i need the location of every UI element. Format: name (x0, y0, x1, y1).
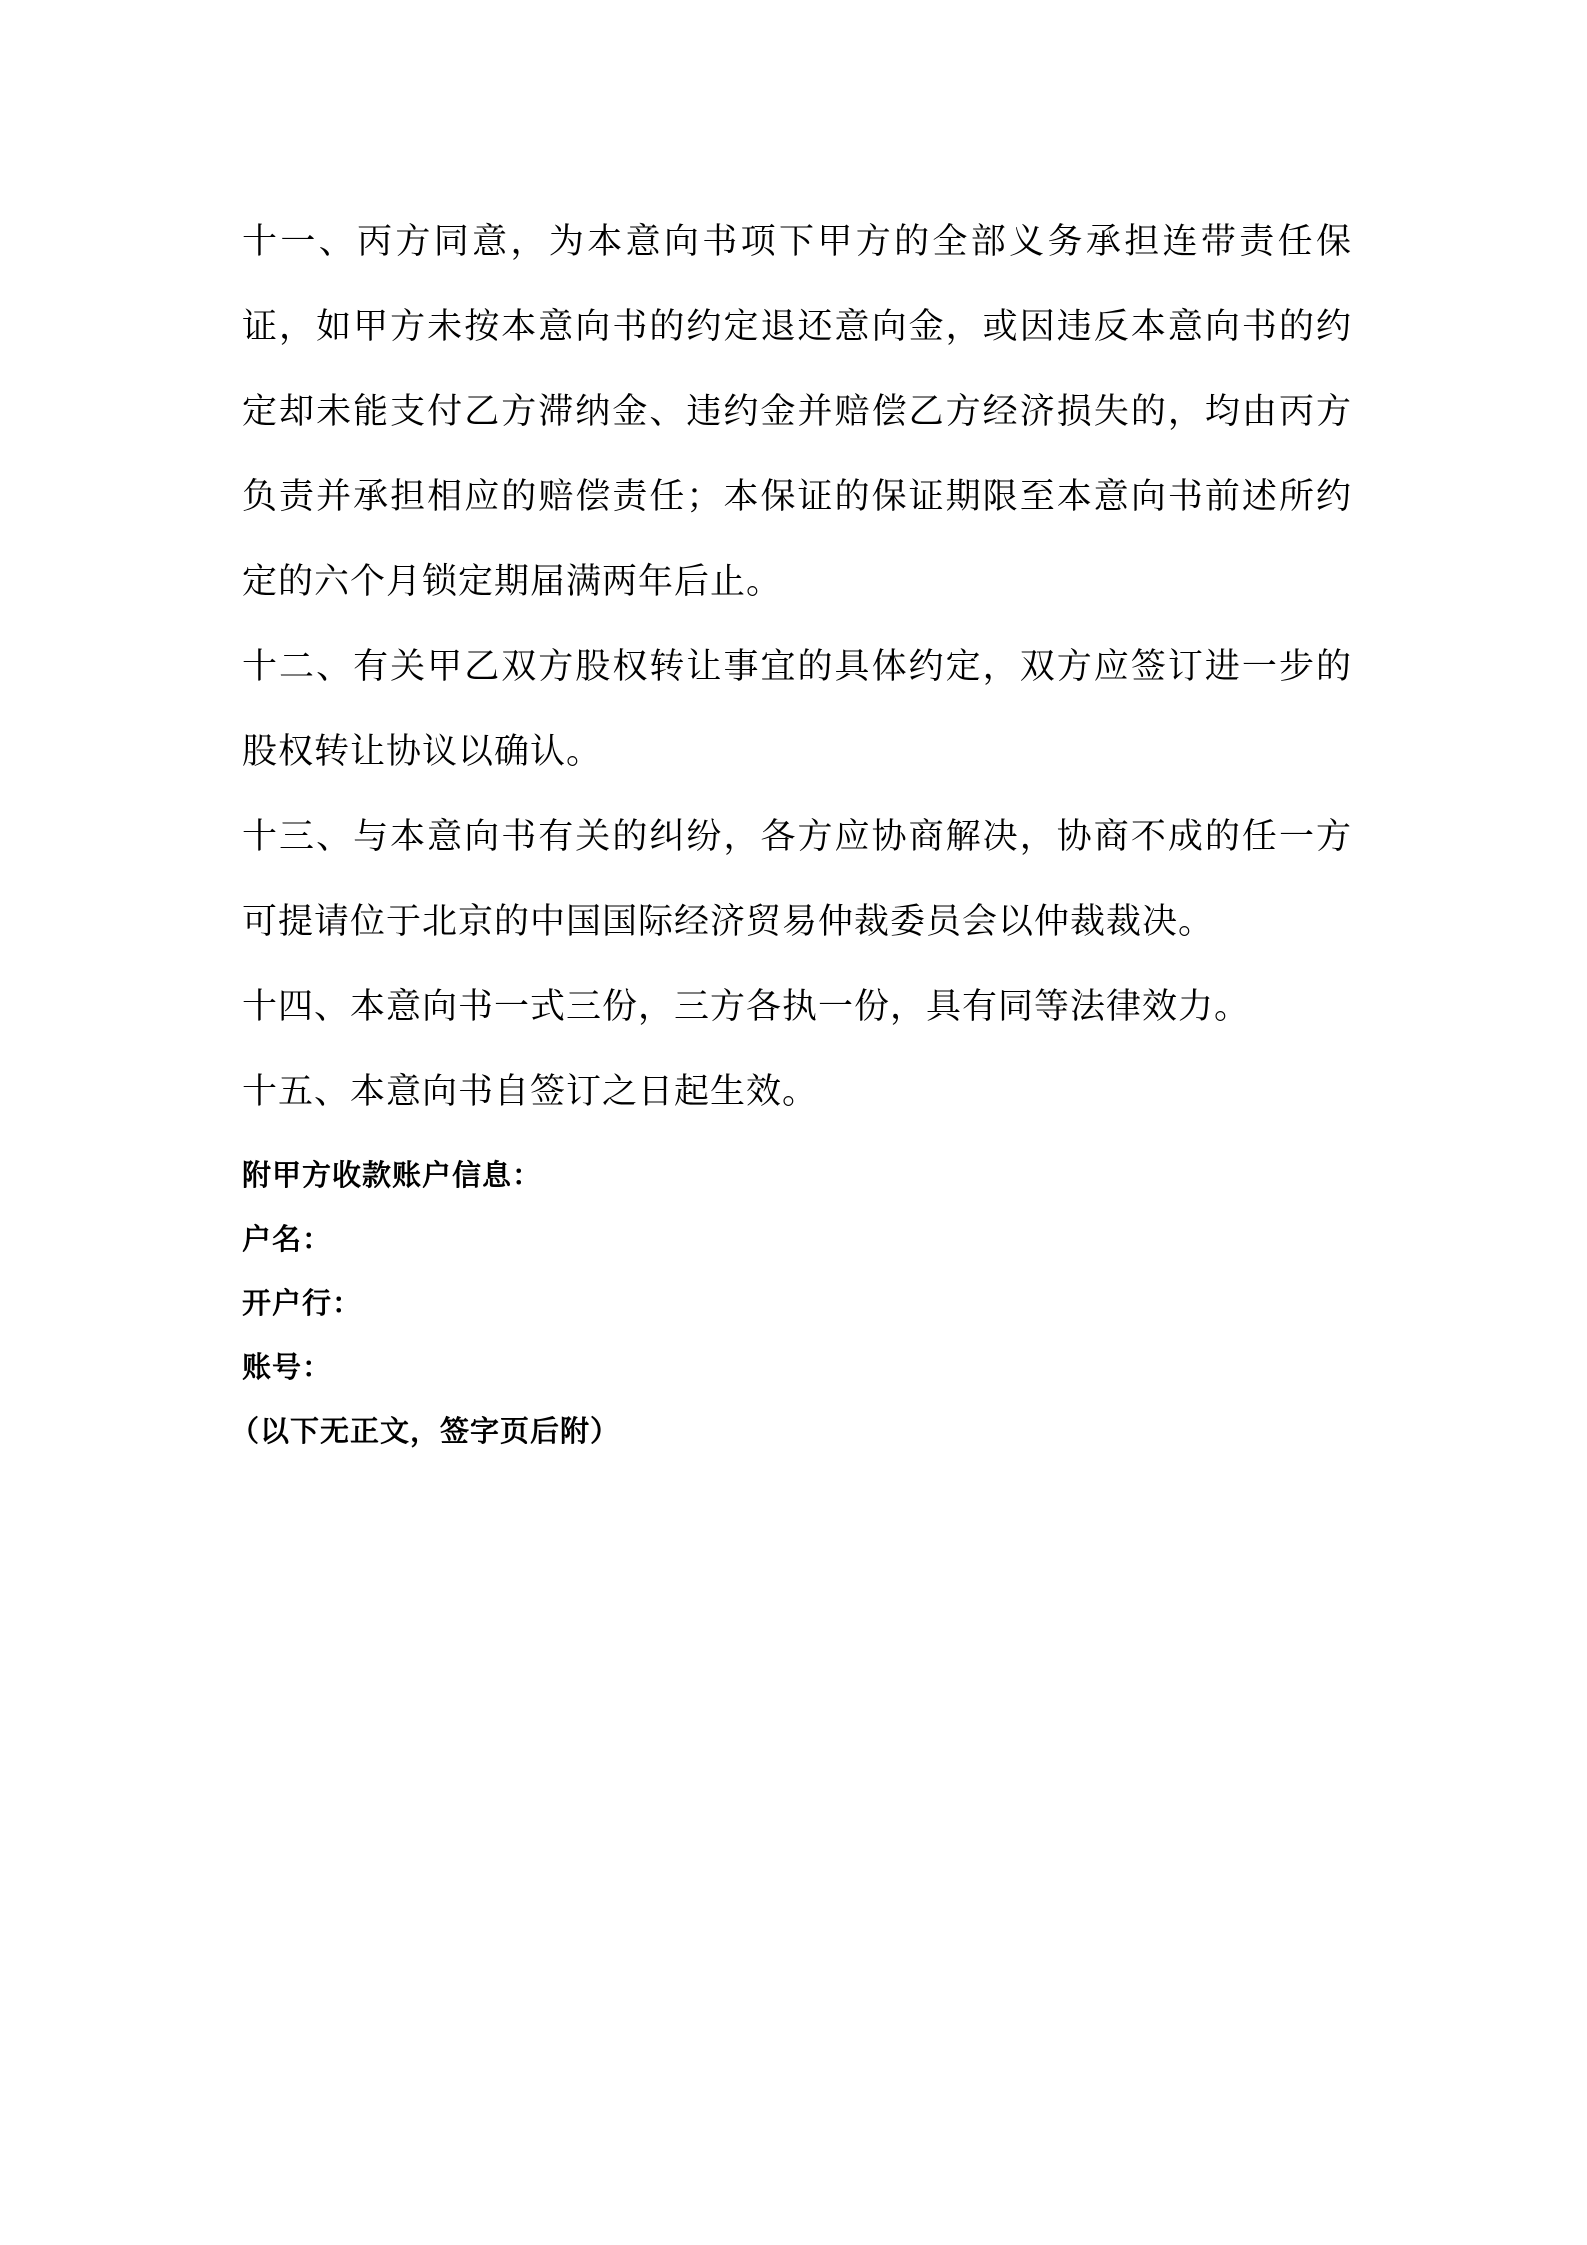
clause-13: 十三、与本意向书有关的纠纷，各方应协商解决，协商不成的任一方可提请位于北京的中国国际经济贸易仲裁委员会以仲裁裁决。 (242, 817, 1352, 942)
no-further-text-note: （以下无正文，签字页后附） (230, 1414, 621, 1448)
clause-11: 十一、丙方同意，为本意向书项下甲方的全部义务承担连带责任保证，如甲方未按本意向书的约定退还意向金，或因违反本意向书的约定却未能支付乙方滞纳金、违约金并赔偿乙方经济损失的，均由丙方负责并承担相应的赔偿责任；本保证的保证期限至本意向书前述所约定的六个月锁定期届满两年后止。 (242, 222, 1352, 602)
bank-label: 开户行： (242, 1286, 363, 1320)
document-body (230, 200, 1352, 1463)
account-number-label: 账号： (242, 1350, 333, 1384)
payment-account-appendix (230, 1143, 1352, 1463)
account-name-label: 户名： (242, 1222, 333, 1256)
clause-12: 十二、有关甲乙双方股权转让事宜的具体约定，双方应签订进一步的股权转让协议以确认。 (242, 647, 1352, 772)
clause-14: 十四、本意向书一式三份，三方各执一份，具有同等法律效力。 (242, 987, 1251, 1027)
clause-15: 十五、本意向书自签订之日起生效。 (242, 1072, 819, 1112)
appendix-heading: 附甲方收款账户信息： (242, 1158, 543, 1192)
